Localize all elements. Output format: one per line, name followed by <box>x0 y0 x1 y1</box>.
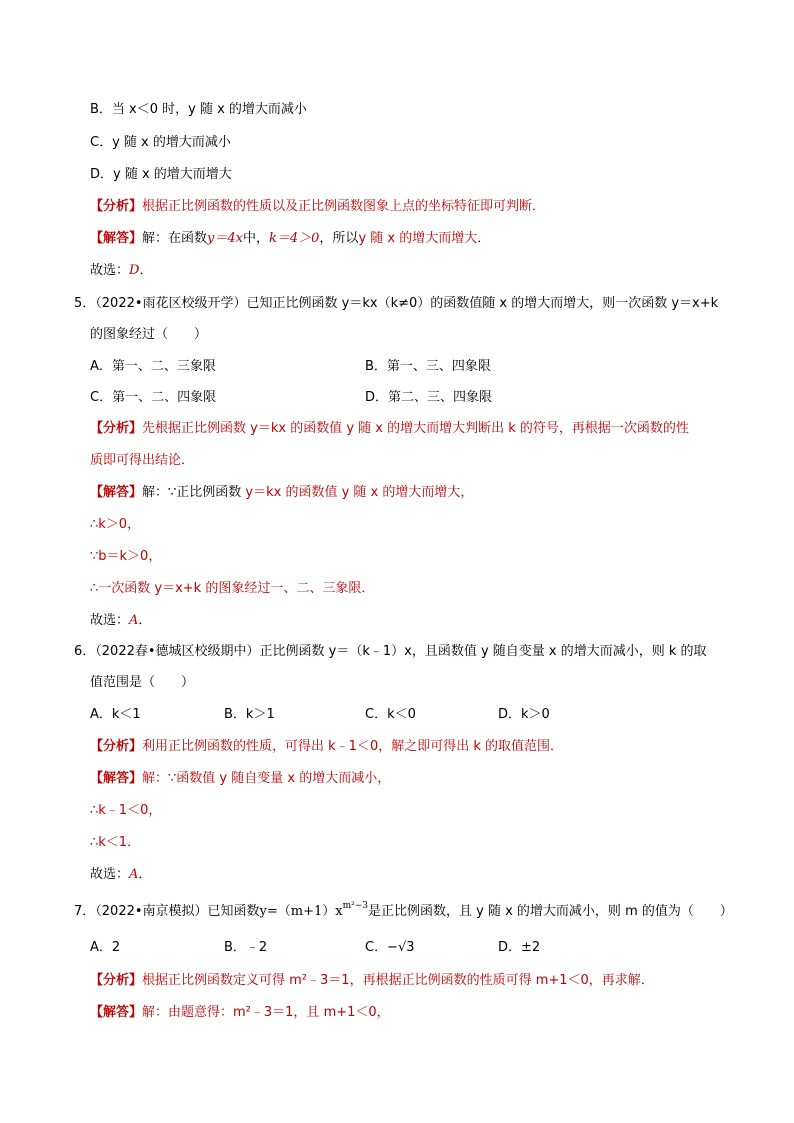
solution-text: ． <box>477 231 491 246</box>
formula: y＝4x <box>207 231 243 246</box>
option-a-q6: A．k＜1 <box>90 707 141 722</box>
analysis-label: 【分析】 <box>90 421 143 436</box>
solution-text: 解：由题意得：m²﹣3＝1，且 m+1＜0， <box>142 1005 390 1020</box>
formula: k＝4＞0 <box>269 231 320 246</box>
option-b-q4: B．当 x＜0 时，y 随 x 的增大而减小 <box>90 102 307 117</box>
option-d-q5: D．第二、三、四象限 <box>365 390 493 405</box>
choice-prefix: 故选： <box>90 263 130 278</box>
solution-label: 【解答】 <box>90 1005 143 1020</box>
solution-q5 <box>90 484 473 502</box>
solution-step: ∴一次函数 y＝x+k 的图象经过一、二、三象限． <box>90 581 375 596</box>
analysis-label: 【分析】 <box>90 739 143 754</box>
option-b-q5: B．第一、三、四象限 <box>365 359 491 374</box>
choice-suffix: ． <box>138 613 152 628</box>
solution-text: y 随 x 的增大而增大 <box>358 231 478 246</box>
analysis-text: 先根据正比例函数 y＝kx 的函数值 y 随 x 的增大而增大判断出 k 的符号，再根据一次函数的性 <box>142 421 689 436</box>
solution-q7 <box>90 1004 390 1022</box>
question-text: 7．（2022•南京模拟）已知函数 <box>74 904 260 919</box>
analysis-label: 【分析】 <box>90 199 143 214</box>
choice-prefix: 故选： <box>90 867 130 882</box>
option-b-q7: B．﹣2 <box>224 940 268 955</box>
option-c-q6: C．k＜0 <box>365 707 416 722</box>
choice-prefix: 故选： <box>90 613 130 628</box>
solution-q4 <box>90 230 490 248</box>
option-c-q7: C．−√3 <box>365 940 415 955</box>
analysis-q6 <box>90 738 563 756</box>
option-d-q7: D．±2 <box>498 940 541 955</box>
choice-answer: A <box>129 613 139 628</box>
option-d-q6: D．k＞0 <box>498 707 550 722</box>
option-b-q6: B．k＞1 <box>224 707 275 722</box>
choice-q4 <box>90 262 152 280</box>
solution-step: ∴k＜1． <box>90 835 141 850</box>
formula <box>259 901 369 919</box>
choice-suffix: ． <box>139 263 153 278</box>
analysis-q7 <box>90 972 654 990</box>
choice-suffix: ． <box>138 867 152 882</box>
choice-q5 <box>90 612 151 630</box>
question-6-line-2: 值范围是（ ） <box>90 675 195 690</box>
analysis-q5-line-1 <box>90 420 689 438</box>
solution-label: 【解答】 <box>90 231 143 246</box>
choice-answer: D <box>129 263 140 278</box>
solution-text: 中， <box>242 231 269 246</box>
analysis-q4 <box>90 198 545 216</box>
choice-answer: A <box>129 867 139 882</box>
solution-text: y＝kx 的函数值 y 随 x 的增大而增大， <box>245 485 474 500</box>
question-text: 是正比例函数，且 y 随 x 的增大而减小，则 m 的值为（ ） <box>368 904 733 919</box>
question-6-line-1: 6．（2022春•德城区校级期中）正比例函数 y＝（k﹣1）x，且函数值 y 随自变量 x 的增大而减小，则 k 的取 <box>74 644 707 659</box>
solution-label: 【解答】 <box>90 485 143 500</box>
solution-q6 <box>90 770 390 788</box>
solution-label: 【解答】 <box>90 771 143 786</box>
question-7 <box>74 903 733 921</box>
solution-step: ∴k﹣1＜0， <box>90 803 162 818</box>
analysis-text: 根据正比例函数的性质以及正比例函数图象上点的坐标特征即可判断． <box>142 199 546 214</box>
analysis-text: 利用正比例函数的性质，可得出 k﹣1＜0，解之即可得出 k 的取值范围． <box>142 739 564 754</box>
formula-base: y=（m+1）x <box>259 904 343 919</box>
question-5-line-1: 5．（2022•雨花区校级开学）已知正比例函数 y＝kx（k≠0）的函数值随 x 的增大而增大，则一次函数 y＝x+k <box>74 296 719 311</box>
choice-q6 <box>90 866 151 884</box>
solution-text: ，所以 <box>319 231 359 246</box>
option-c-q4: C．y 随 x 的增大而减小 <box>90 135 231 150</box>
solution-text: 解：∵正比例函数 <box>142 485 246 500</box>
analysis-q5-line-2: 质即可得出结论． <box>90 453 195 468</box>
question-5-line-2: 的图象经过（ ） <box>90 327 208 342</box>
solution-text: 解：在函数 <box>142 231 208 246</box>
option-c-q5: C．第一、二、四象限 <box>90 390 217 405</box>
solution-step: ∴k＞0， <box>90 517 141 532</box>
formula-exponent: m²−3 <box>342 901 369 911</box>
analysis-text: 根据正比例函数定义可得 m²﹣3＝1，再根据正比例函数的性质可得 m+1＜0，再求解． <box>142 973 654 988</box>
option-d-q4: D．y 随 x 的增大而增大 <box>90 167 232 182</box>
solution-step: ∵b＝k＞0， <box>90 549 162 564</box>
solution-text: 解：∵函数值 y 随自变量 x 的增大而减小， <box>142 771 391 786</box>
option-a-q5: A．第一、二、三象限 <box>90 359 216 374</box>
option-a-q7: A．2 <box>90 940 121 955</box>
analysis-label: 【分析】 <box>90 973 143 988</box>
